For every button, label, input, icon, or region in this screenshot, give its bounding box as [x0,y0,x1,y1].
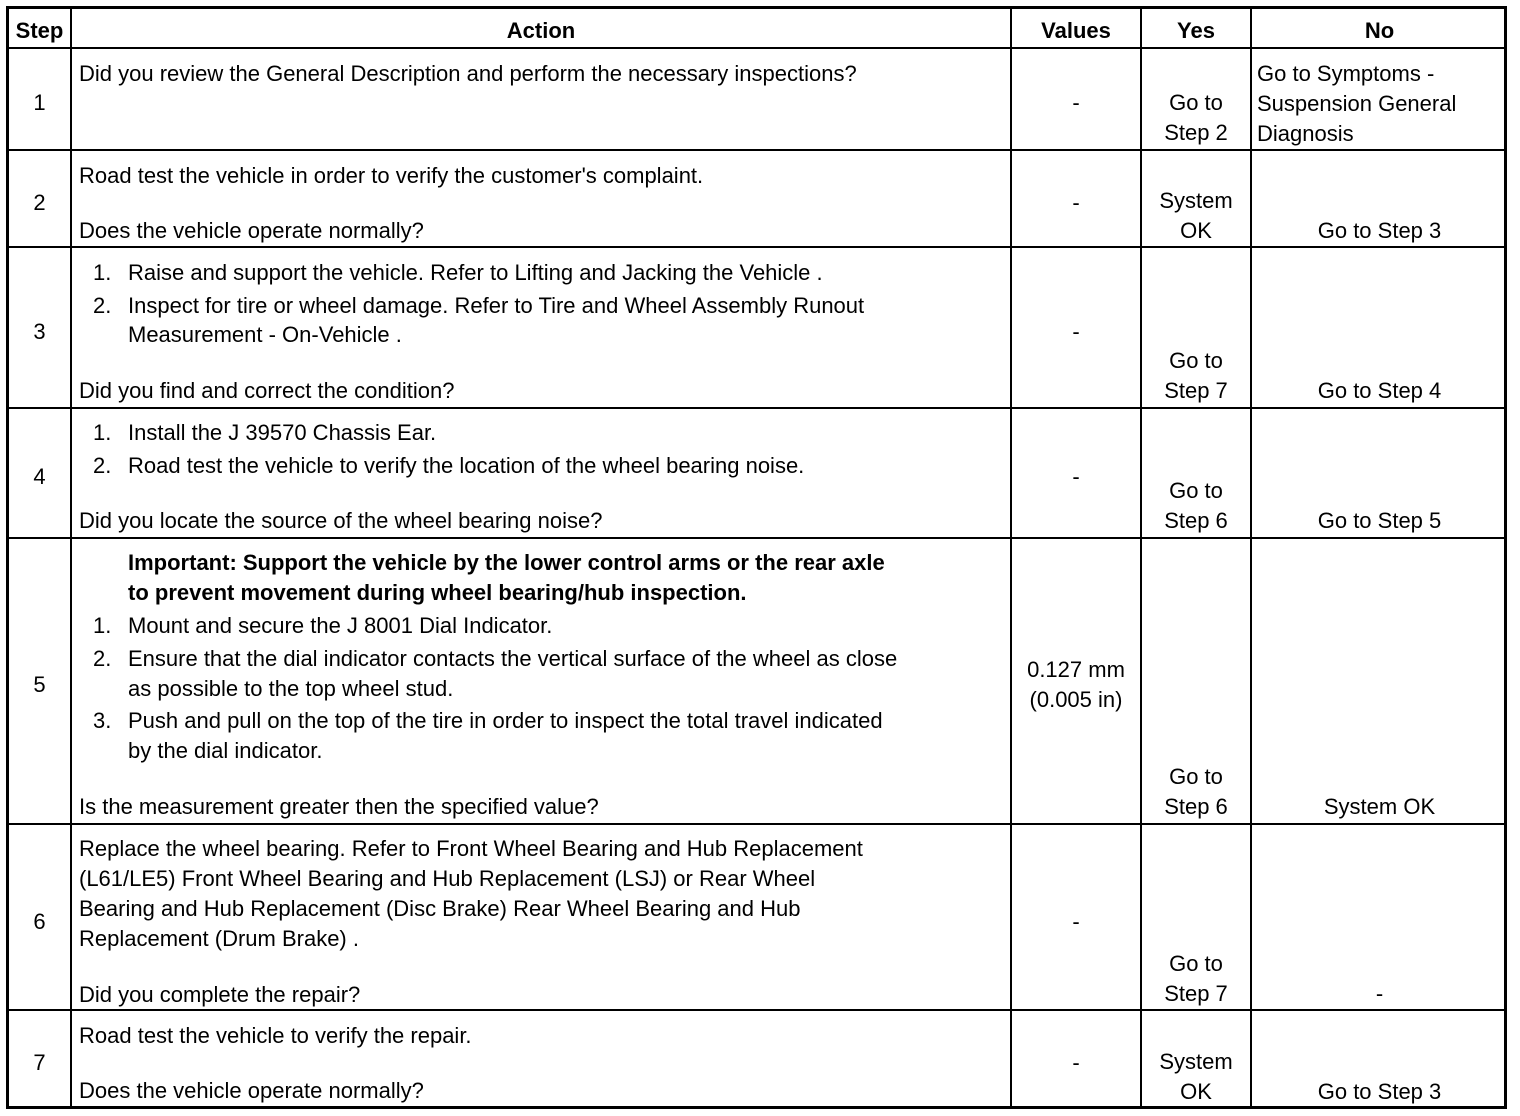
action-question: Did you locate the source of the wheel bearing noise? [79,508,603,533]
no-cell: Go to Symptoms - [1257,61,1435,86]
list-item: Mount and secure the J 8001 Dial Indicator. [128,613,553,638]
values-cell: - [1072,1050,1080,1075]
list-item: by the dial indicator. [128,738,323,763]
action-question: Did you find and correct the condition? [79,378,455,403]
header-yes: Yes [1177,18,1215,43]
diagnostic-table [6,6,1507,1109]
action-text: (L61/LE5) Front Wheel Bearing and Hub Replacement (LSJ) or Rear Wheel [79,866,816,891]
no-cell: Diagnosis [1257,121,1354,146]
column-divider [1250,9,1252,1106]
row-divider [9,823,1504,825]
row-divider [9,47,1504,49]
header-values: Values [1041,18,1111,43]
list-number: 2. [93,646,112,671]
no-cell: Go to Step 5 [1317,508,1442,533]
no-cell: Suspension General [1257,91,1457,116]
action-text: Replace the wheel bearing. Refer to Front Wheel Bearing and Hub Replacement [79,836,863,861]
action-text: Road test the vehicle to verify the repair. [79,1023,472,1048]
no-cell: Go to Step 4 [1317,378,1442,403]
column-divider [70,9,72,1106]
step-number: 7 [33,1050,46,1075]
list-number: 1. [93,613,112,638]
action-question: Did you complete the repair? [79,982,361,1007]
yes-cell: Go to [1169,348,1223,373]
step-number: 2 [33,190,46,215]
row-divider [9,149,1504,151]
step-number: 6 [33,909,46,934]
no-cell: Go to Step 3 [1317,1079,1442,1104]
yes-cell: Go to [1169,90,1223,115]
step-number: 3 [33,319,46,344]
important-note: Important: Support the vehicle by the lower control arms or the rear axle [128,550,885,575]
values-cell: - [1072,190,1080,215]
row-divider [9,246,1504,248]
yes-cell: OK [1180,218,1212,243]
action-question: Does the vehicle operate normally? [79,1078,424,1103]
list-item: as possible to the top wheel stud. [128,676,454,701]
no-cell: System OK [1323,794,1436,819]
list-item: Install the J 39570 Chassis Ear. [128,420,437,445]
list-number: 2. [93,453,112,478]
values-cell: (0.005 in) [1029,687,1123,712]
yes-cell: Go to [1169,951,1223,976]
list-item: Inspect for tire or wheel damage. Refer to Tire and Wheel Assembly Runout [128,293,865,318]
action-question: Does the vehicle operate normally? [79,218,424,243]
list-item: Push and pull on the top of the tire in order to inspect the total travel indicated [128,708,883,733]
list-item: Road test the vehicle to verify the location of the wheel bearing noise. [128,453,805,478]
row-divider [9,407,1504,409]
yes-cell: System [1159,1049,1233,1074]
header-step: Step [15,18,64,43]
no-cell: Go to Step 3 [1317,218,1442,243]
step-number: 1 [33,90,46,115]
values-cell: - [1072,319,1080,344]
yes-cell: Step 2 [1164,120,1228,145]
yes-cell: Step 7 [1164,981,1228,1006]
yes-cell: Step 7 [1164,378,1228,403]
action-question: Is the measurement greater then the specified value? [79,794,599,819]
list-number: 1. [93,260,112,285]
column-divider [1140,9,1142,1106]
important-note: to prevent movement during wheel bearing/hub inspection. [128,580,747,605]
header-action: Action [506,18,576,43]
step-number: 5 [33,672,46,697]
values-cell: - [1072,909,1080,934]
values-cell: 0.127 mm [1027,657,1125,682]
values-cell: - [1072,464,1080,489]
list-number: 3. [93,708,112,733]
list-number: 2. [93,293,112,318]
yes-cell: OK [1180,1079,1212,1104]
column-divider [1010,9,1012,1106]
row-divider [9,537,1504,539]
header-no: No [1364,18,1395,43]
action-text: Bearing and Hub Replacement (Disc Brake) Rear Wheel Bearing and Hub [79,896,801,921]
yes-cell: Go to [1169,478,1223,503]
list-item: Ensure that the dial indicator contacts the vertical surface of the wheel as close [128,646,898,671]
yes-cell: Go to [1169,764,1223,789]
yes-cell: System [1159,188,1233,213]
no-cell: - [1375,981,1384,1006]
values-cell: - [1072,90,1080,115]
list-number: 1. [93,420,112,445]
action-text: Replacement (Drum Brake) . [79,926,359,951]
action-question: Did you review the General Description and perform the necessary inspections? [79,61,857,86]
yes-cell: Step 6 [1164,508,1228,533]
yes-cell: Step 6 [1164,794,1228,819]
list-item: Raise and support the vehicle. Refer to Lifting and Jacking the Vehicle . [128,260,823,285]
step-number: 4 [33,464,46,489]
action-text: Road test the vehicle in order to verify the customer's complaint. [79,163,704,188]
list-item: Measurement - On-Vehicle . [128,322,402,347]
